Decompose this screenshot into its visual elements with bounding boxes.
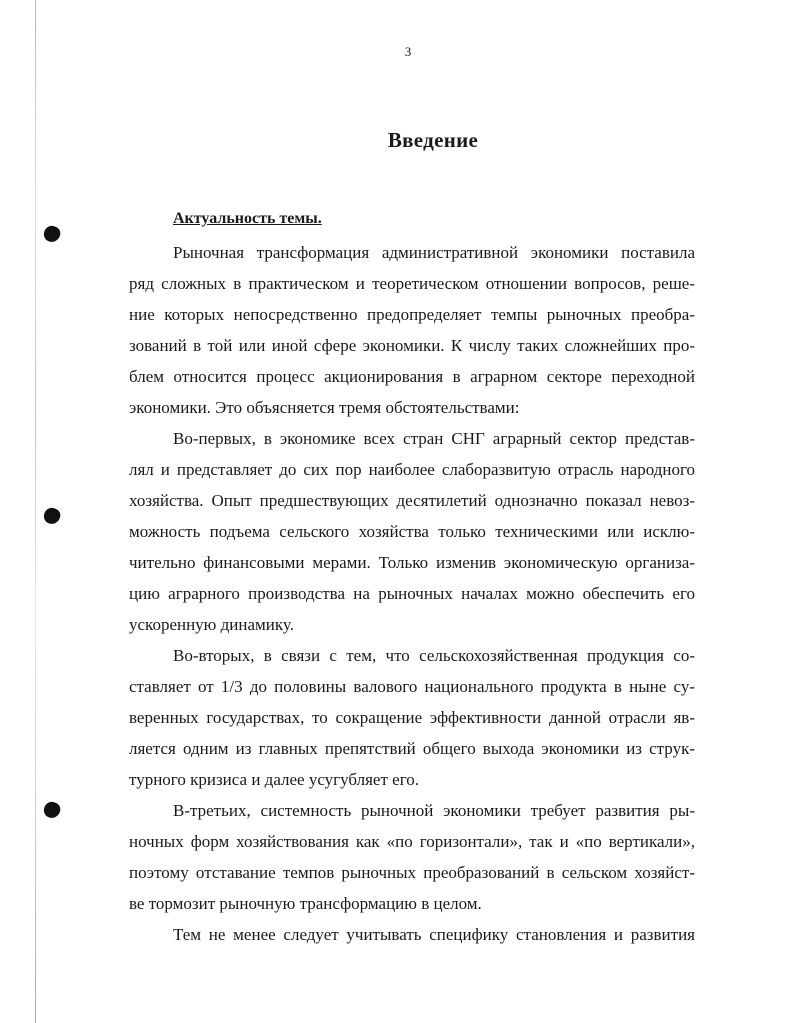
text-line: можность подъема сельского хозяйства только техническими или исклю- <box>129 522 695 541</box>
punch-hole-mark <box>42 800 63 821</box>
text-line: ускоренную динамику. <box>129 615 294 634</box>
text-line: Тем не менее следует учитывать специфику становления и развития <box>173 925 695 944</box>
text-line: экономики. Это объясняется тремя обстоятельствами: <box>129 398 520 417</box>
text-line: зований в той или иной сфере экономики. К числу таких сложнейших про- <box>129 336 695 355</box>
punch-hole-mark <box>42 506 63 527</box>
text-line: Во-вторых, в связи с тем, что сельскохозяйственная продукция со- <box>173 646 695 665</box>
text-line: ряд сложных в практическом и теоретическом отношении вопросов, реше- <box>129 274 695 293</box>
text-line: ночных форм хозяйствования как «по горизонтали», так и «по вертикали», <box>129 832 695 851</box>
text-line: турного кризиса и далее усугубляет его. <box>129 770 420 789</box>
text-line: веренных государствах, то сокращение эффективности данной отрасли яв- <box>129 708 695 727</box>
page-title: Введение <box>387 128 479 152</box>
text-line: Рыночная трансформация административной экономики поставила <box>173 243 695 262</box>
text-line: блем относится процесс акционирования в аграрном секторе переходной <box>129 367 695 386</box>
section-subheading: Актуальность темы. <box>173 210 322 227</box>
page-margin-edge <box>35 0 36 1023</box>
text-line: цию аграрного производства на рыночных началах можно обеспечить его <box>129 584 695 603</box>
text-line: ние которых непосредственно предопределяет темпы рыночных преобра- <box>129 305 695 324</box>
text-line: ляется одним из главных препятствий общего выхода экономики из струк- <box>129 739 695 758</box>
text-line: ве тормозит рыночную трансформацию в целом. <box>129 894 482 913</box>
text-line: лял и представляет до сих пор наиболее слаборазвитую отрасль народного <box>129 460 695 479</box>
punch-hole-mark <box>42 224 63 245</box>
text-line: Во-первых, в экономике всех стран СНГ аграрный сектор представ- <box>173 429 695 448</box>
text-line: В-третьих, системность рыночной экономики требует развития ры- <box>173 801 695 820</box>
text-line: чительно финансовыми мерами. Только изменив экономическую организа- <box>129 553 695 572</box>
text-line: хозяйства. Опыт предшествующих десятилетий однозначно показал невоз- <box>129 491 695 510</box>
page-number: 3 <box>404 44 412 59</box>
text-line: ставляет от 1/3 до половины валового национального продукта в ныне су- <box>129 677 695 696</box>
text-line: поэтому отставание темпов рыночных преобразований в сельском хозяйст- <box>129 863 695 882</box>
